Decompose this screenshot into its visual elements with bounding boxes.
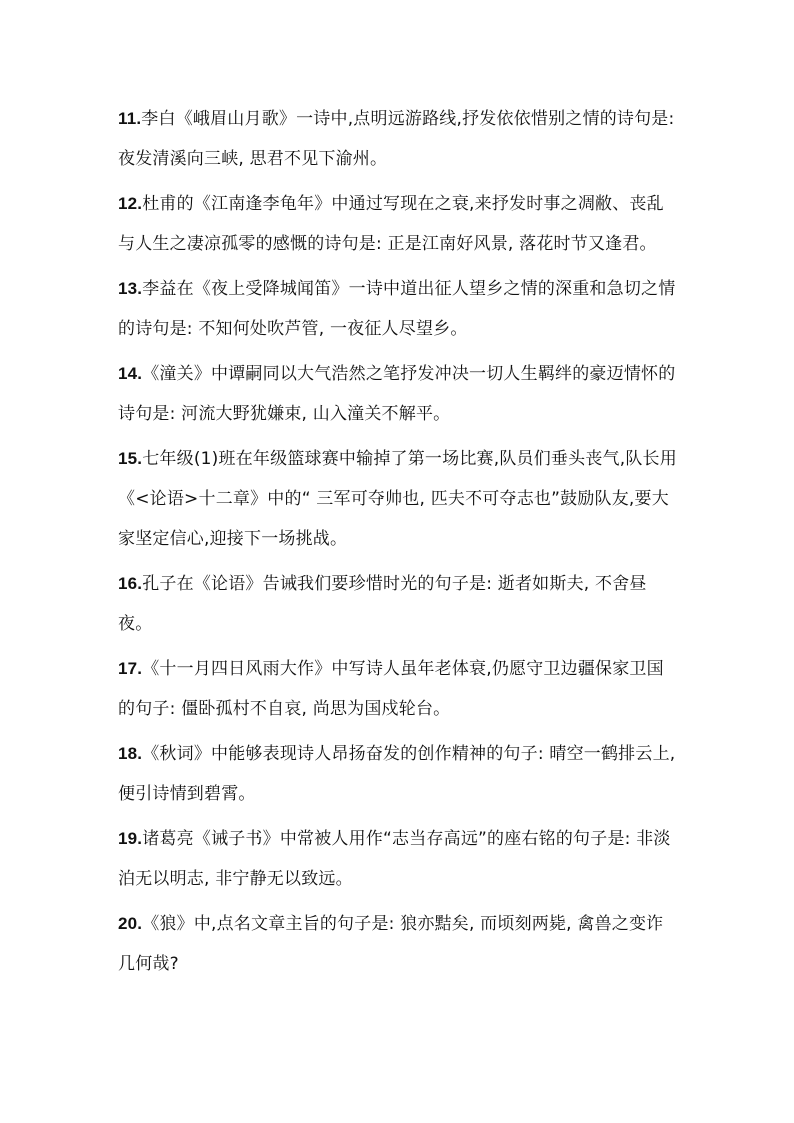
- item-text: 七年级(1)班在年级篮球赛中输掉了第一场比赛,队员们垂头丧气,队长用《<论语>十二章》中的“ 三军可夺帅也, 匹夫不可夺志也”鼓励队友,要大家坚定信心,迎接下一场挑战。: [118, 449, 677, 549]
- list-item: [118, 904, 678, 984]
- item-number: 13.: [118, 279, 143, 298]
- list-item: [118, 99, 678, 179]
- list-item: [118, 439, 678, 559]
- item-number: 17.: [118, 659, 143, 678]
- list-item: [118, 354, 678, 434]
- item-text: 杜甫的《江南逢李龟年》中通过写现在之衰,来抒发时事之凋敝、丧乱与人生之凄凉孤零的感慨的诗句是: 正是江南好风景, 落花时节又逢君。: [118, 194, 664, 254]
- list-item: [118, 269, 678, 349]
- item-text: 李白《峨眉山月歌》一诗中,点明远游路线,抒发依依惜别之情的诗句是: 夜发清溪向三峡, 思君不见下渝州。: [118, 109, 675, 169]
- item-number: 18.: [118, 744, 143, 763]
- list-item: [118, 649, 678, 729]
- item-text: 《秋词》中能够表现诗人昂扬奋发的创作精神的句子: 晴空一鹤排云上, 便引诗情到碧霄。: [118, 744, 676, 804]
- item-text: 《十一月四日风雨大作》中写诗人虽年老体衰,仍愿守卫边疆保家卫国的句子: 僵卧孤村不自哀, 尚思为国戍轮台。: [118, 659, 664, 719]
- item-number: 15.: [118, 449, 143, 468]
- item-number: 16.: [118, 574, 143, 593]
- item-number: 12.: [118, 194, 143, 213]
- item-number: 14.: [118, 364, 143, 383]
- item-text: 诸葛亮《诫子书》中常被人用作“志当存高远”的座右铭的句子是: 非淡泊无以明志, 非宁静无以致远。: [118, 829, 671, 889]
- question-list: [118, 99, 678, 989]
- item-text: 《潼关》中谭嗣同以大气浩然之笔抒发冲决一切人生羁绊的豪迈情怀的诗句是: 河流大野犹嫌束, 山入潼关不解平。: [118, 364, 676, 424]
- item-number: 11.: [118, 109, 142, 128]
- item-number: 20.: [118, 914, 143, 933]
- item-text: 李益在《夜上受降城闻笛》一诗中道出征人望乡之情的深重和急切之情的诗句是: 不知何处吹芦管, 一夜征人尽望乡。: [118, 279, 676, 339]
- item-text: 《狼》中,点名文章主旨的句子是: 狼亦黠矣, 而顷刻两毙, 禽兽之变诈几何哉?: [118, 914, 664, 974]
- list-item: [118, 734, 678, 814]
- list-item: [118, 184, 678, 264]
- item-text: 孔子在《论语》告诫我们要珍惜时光的句子是: 逝者如斯夫, 不舍昼夜。: [118, 574, 647, 634]
- list-item: [118, 564, 678, 644]
- item-number: 19.: [118, 829, 143, 848]
- list-item: [118, 819, 678, 899]
